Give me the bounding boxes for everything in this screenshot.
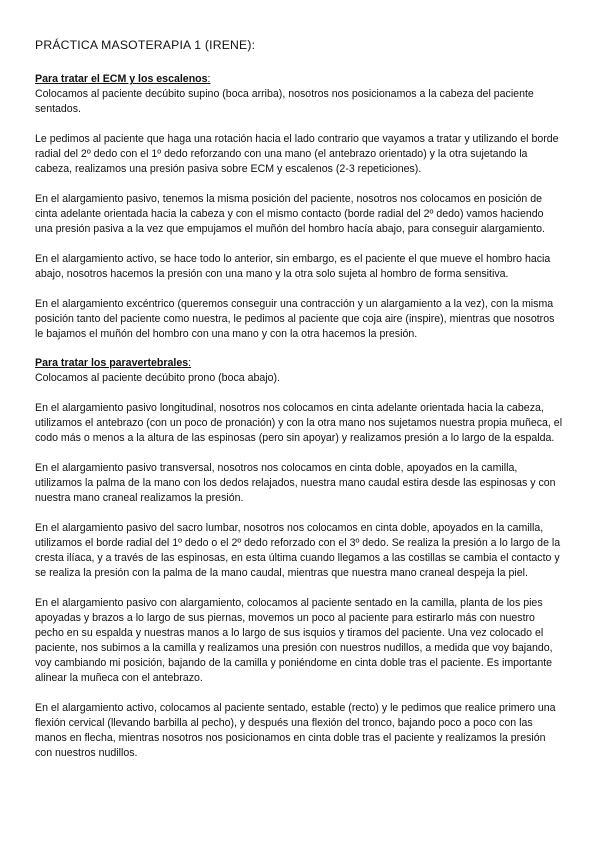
paragraph: En el alargamiento activo, colocamos al paciente sentado, estable (recto) y le pedimos que realice primero una flexión cervical (llevando barbilla al pecho), y después una flexión del tronco, bajando poco a poco con las manos en flecha, mientras nosotros nos posicionamos en cinta doble tras el paciente y realizamos la presión con nuestros nudillos. [35, 701, 556, 759]
paragraph: En el alargamiento pasivo con alargamiento, colocamos al paciente sentado en la camilla, planta de los pies apoyadas y brazos a lo largo de sus piernas, movemos un poco al paciente para estirarlo más con nuestro pecho en su espalda y nuestras manos a lo largo de sus isquios y tiramos del paciente. Una vez colocado el paciente, nos subimos a la camilla y realizamos una presión con nuestros nudillos, a medida que voy bajando, voy cambiando mi posición, bajando de la camilla y poniéndome en cinta doble tras el paciente. Es importante alinear la muñeca con el antebrazo. [35, 596, 553, 684]
document-title: PRÁCTICA MASOTERAPIA 1 (IRENE): [35, 38, 256, 52]
section-heading-paravertebrales [35, 357, 564, 371]
section-heading-text: Para tratar el ECM y los escalenos [35, 73, 208, 85]
section-intro: Colocamos al paciente decúbito supino (boca arriba), nosotros nos posicionamos a la cabeza del paciente sentados. [35, 87, 534, 115]
section-heading-ecm [35, 73, 564, 87]
heading-colon: : [188, 356, 192, 369]
paragraph: En el alargamiento pasivo longitudinal, nosotros nos colocamos en cinta adelante orientada hacia la cabeza, utilizamos el antebrazo (con un poco de pronación) y con la otra mano nos sujetamos nuestra propia muñeca, el codo más o menos a la altura de las espinosas (pero sin apoyar) y realizamos presión a lo largo de la espalda. [35, 401, 563, 444]
paragraph: En el alargamiento excéntrico (queremos conseguir una contracción y un alargamiento a la vez), con la misma posición tanto del paciente como nuestra, le pedimos al paciente que coja aire (inspire), mientras que nosotros le bajamos el muñón del hombro con una mano y con la otra hacemos la presión. [35, 297, 555, 340]
section-intro: Colocamos al paciente decúbito prono (boca abajo). [35, 371, 280, 384]
paragraph: En el alargamiento pasivo transversal, nosotros nos colocamos en cinta doble, apoyados en la camilla, utilizamos la palma de la mano con los dedos relajados, nuestra mano caudal estira desde las espinosas y con nuestra mano craneal realizamos la presión. [35, 461, 556, 504]
paragraph: En el alargamiento pasivo, tenemos la misma posición del paciente, nosotros nos colocamos en posición de cinta adelante orientada hacia la cabeza y con el mismo contacto (borde radial del 2º dedo) vamos haciendo una presión pasiva a la vez que empujamos el muñón del hombro hacía abajo, para conseguir alargamiento. [35, 192, 545, 235]
section-heading-text: Para tratar los paravertebrales [35, 356, 189, 369]
paragraph: Le pedimos al paciente que haga una rotación hacia el lado contrario que vayamos a tratar y utilizando el borde radial del 2º dedo con el 1º dedo reforzando con una mano (el antebrazo orientado) y la otra sujetando la cabeza, realizamos una presión pasiva sobre ECM y escalenos (2-3 repeticiones). [35, 132, 559, 175]
paragraph: En el alargamiento pasivo del sacro lumbar, nosotros nos colocamos en cinta doble, apoyados en la camilla, utilizamos el borde radial del 1º dedo o el 2º dedo reforzado con el 3º dedo. Se realiza la presión a lo largo de la cresta ilíaca, y a través de las espinosas, en esta última cuando llegamos a las costillas se cambia el contacto y se realiza la presión con la palma de la mano caudal, mientras que nuestra mano craneal despeja la piel. [35, 521, 561, 579]
paragraph: En el alargamiento activo, se hace todo lo anterior, sin embargo, es el paciente el que mueve el hombro hacia abajo, nosotros hacemos la presión con una mano y la otra solo sujeta al hombro de forma sensitiva. [35, 252, 551, 280]
heading-colon: : [207, 73, 211, 85]
